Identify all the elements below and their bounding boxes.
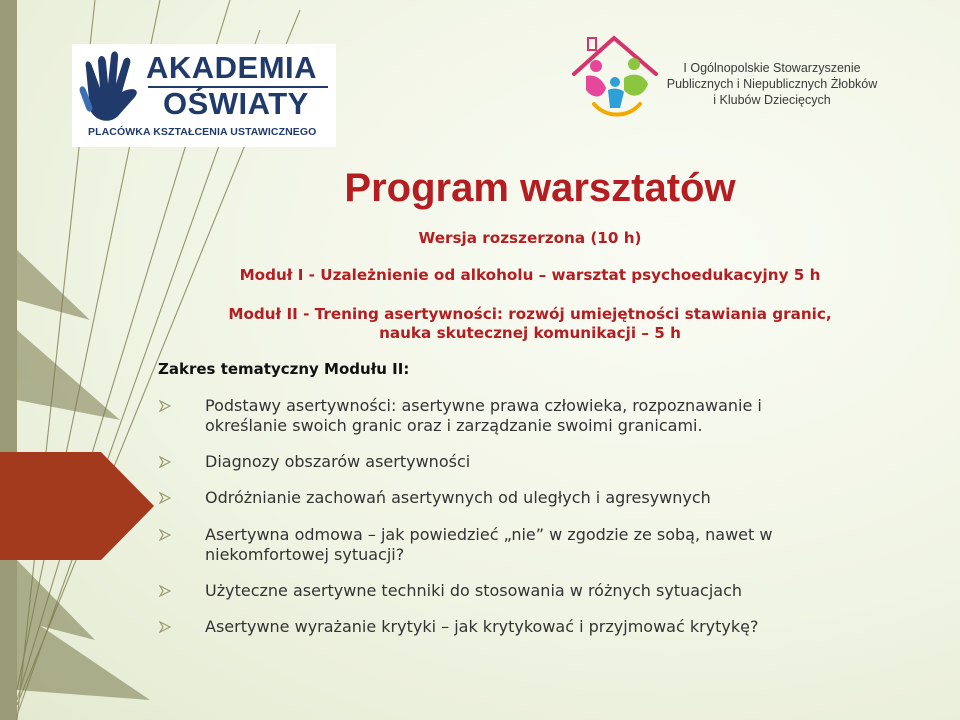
list-item-line: niekomfortowej sytuacji?	[205, 545, 405, 564]
logo-akademia-line1: AKADEMIA	[146, 50, 318, 85]
list-item-line: Asertywna odmowa – jak powiedzieć „nie” w zgodzie ze sobą, nawet w	[205, 525, 773, 544]
house-family-icon	[566, 30, 666, 130]
list-item	[158, 617, 918, 637]
arrowhead-bullet-icon	[159, 400, 171, 412]
list-item-line: Odróżnianie zachowań asertywnych od uległych i agresywnych	[205, 488, 711, 507]
association-name	[662, 60, 882, 108]
list-item-line: Podstawy asertywności: asertywne prawa człowieka, rozpoznawanie i	[205, 396, 762, 415]
arrowhead-bullet-icon	[159, 621, 171, 633]
arrowhead-bullet-icon	[159, 492, 171, 504]
module-2-heading	[150, 305, 910, 343]
list-item	[158, 452, 918, 472]
module-2-line1: Moduł II - Trening asertywności: rozwój umiejętności stawiania granic,	[228, 305, 832, 323]
association-name-line: Publicznych i Niepublicznych Żłobków	[666, 77, 878, 91]
scope-heading: Zakres tematyczny Modułu II:	[158, 360, 410, 378]
list-item-line: Użyteczne asertywne techniki do stosowania w różnych sytuacjach	[205, 581, 743, 600]
arrowhead-bullet-icon	[159, 585, 171, 597]
list-item	[158, 525, 918, 565]
module-1-heading: Moduł I - Uzależnienie od alkoholu – warsztat psychoedukacyjny 5 h	[239, 266, 821, 284]
hand-icon	[78, 50, 144, 122]
red-arrow-shape	[0, 452, 160, 562]
arrowhead-bullet-icon	[159, 529, 171, 541]
module-2-line2: nauka skutecznej komunikacji – 5 h	[379, 324, 681, 342]
logo-akademia-line2: OŚWIATY	[163, 86, 309, 121]
association-name-line: i Klubów Dziecięcych	[713, 93, 831, 107]
topic-list	[158, 396, 918, 637]
list-item	[158, 396, 918, 436]
list-item	[158, 581, 918, 601]
page-title: Program warsztatów	[344, 166, 736, 210]
association-name-line: I Ogólnopolskie Stowarzyszenie	[683, 61, 861, 75]
version-subtitle: Wersja rozszerzona (10 h)	[418, 229, 642, 247]
list-item-line: określanie swoich granic oraz i zarządzanie swoimi granicami.	[205, 416, 703, 435]
list-item	[158, 488, 918, 508]
akademia-oswiaty-logo	[72, 44, 336, 147]
arrowhead-bullet-icon	[159, 456, 171, 468]
logo-akademia-tagline: PLACÓWKA KSZTAŁCENIA USTAWICZNEGO	[88, 126, 317, 138]
list-item-line: Diagnozy obszarów asertywności	[205, 452, 471, 471]
list-item-line: Asertywne wyrażanie krytyki – jak krytykować i przyjmować krytykę?	[205, 617, 759, 636]
